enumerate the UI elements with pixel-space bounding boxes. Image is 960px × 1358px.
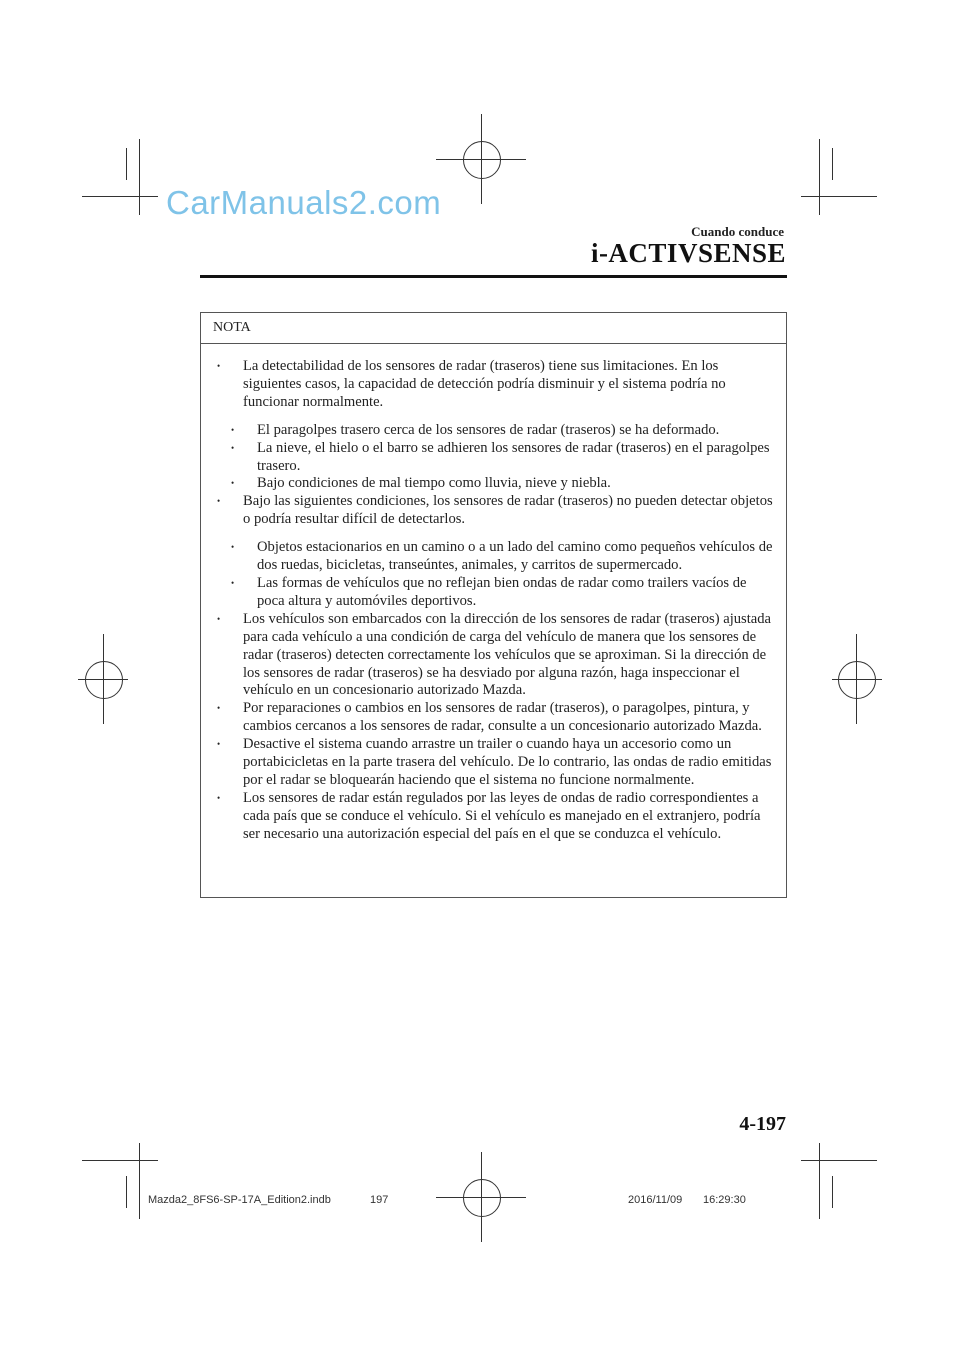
note-subitem: • El paragolpes trasero cerca de los sensores de radar (traseros) se ha deformado. [229,422,776,440]
note-item: • Los sensores de radar están regulados por las leyes de ondas de radio correspondientes a cada país que se conduce el vehículo. Si el vehículo es manejado en el extranjero, podría ser necesario una autorización especial del país en el que se conduzca el vehículo. [215,790,776,844]
note-body [201,344,786,844]
note-box [200,312,787,898]
note-subitem: • Bajo condiciones de mal tiempo como lluvia, nieve y niebla. [229,475,776,493]
footer-time: 16:29:30 [703,1194,746,1206]
note-item: • Por reparaciones o cambios en los sensores de radar (traseros), o paragolpes, pintura, y cambios cercanos a los sensores de radar, consulte a un concesionario autorizado Mazda. [215,700,776,736]
note-item: • Bajo las siguientes condiciones, los sensores de radar (traseros) no pueden detectar objetos o podría resultar difícil de detectarlos. [215,493,776,529]
note-subitem: • La nieve, el hielo o el barro se adhieren los sensores de radar (traseros) en el paragolpes trasero. [229,440,776,476]
header-rule [200,275,787,278]
page-number: 4-197 [739,1113,786,1135]
watermark-logo: CarManuals2.com [166,184,442,221]
note-subitem: • Objetos estacionarios en un camino o a un lado del camino como pequeños vehículos de dos ruedas, bicicletas, transeúntes, animales, y carritos de supermercado. [229,539,776,575]
note-item: • Desactive el sistema cuando arrastre un trailer o cuando haya un accesorio como un portabicicletas en la parte trasera del vehículo. De lo contrario, las ondas de radio emitidas por el radar se bloquearán haciendo que el sistema no funcione normalmente. [215,736,776,790]
note-item: • La detectabilidad de los sensores de radar (traseros) tiene sus limitaciones. En los siguientes casos, la capacidad de detección podría disminuir y el sistema podría no funcionar normalmente. [215,358,776,412]
footer-page: 197 [370,1194,389,1206]
note-subitem: • Las formas de vehículos que no reflejan bien ondas de radar como trailers vacíos de poca altura y automóviles deportivos. [229,575,776,611]
section-subtitle: Cuando conduce [691,224,784,239]
footer-date: 2016/11/09 [628,1194,683,1206]
section-title: i-ACTIVSENSE [590,238,786,268]
note-item: • Los vehículos son embarcados con la dirección de los sensores de radar (traseros) ajustada para cada vehículo a una condición de carga del vehículo de manera que los sensores de radar (traseros) detecten correctamente los vehículos que se aproximan. Si la dirección de los sensores de radar (traseros) se ha desviado por alguna razón, haga inspeccionar el vehículo en un concesionario autorizado Mazda. [215,611,776,701]
footer-filename: Mazda2_8FS6-SP-17A_Edition2.indb [148,1194,331,1206]
note-heading: NOTA [201,313,786,344]
